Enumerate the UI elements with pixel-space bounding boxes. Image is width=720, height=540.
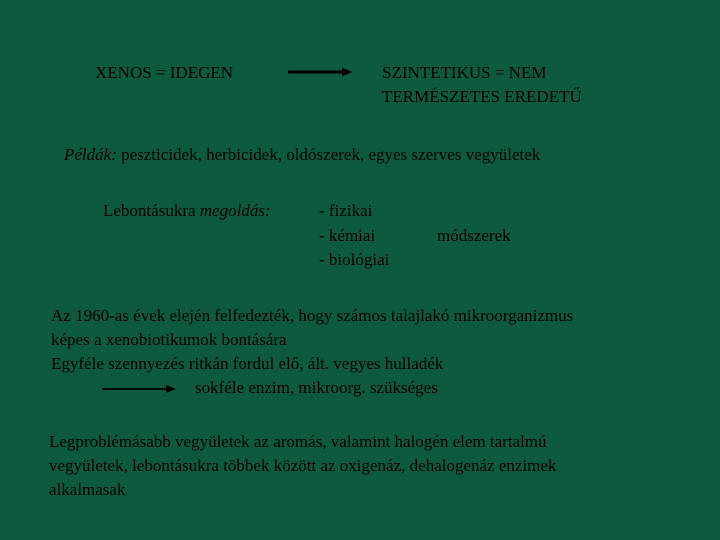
problematic-line3: alkalmasak bbox=[49, 480, 126, 499]
discovery-line4: sokféle enzim, mikroorg. szükséges bbox=[195, 378, 438, 397]
degradation-label bbox=[103, 199, 271, 223]
degradation-label-plain: Lebontásukra bbox=[103, 201, 200, 220]
method-chemical: - kémiai bbox=[319, 226, 376, 245]
discovery-line1: Az 1960-as évek elején felfedezték, hogy számos talajlakó mikroorganizmus bbox=[51, 306, 574, 325]
examples-text: peszticidek, herbicidek, oldószerek, egyes szerves vegyületek bbox=[116, 145, 541, 164]
discovery-line2: képes a xenobiotikumok bontására bbox=[51, 330, 287, 349]
methods-word: módszerek bbox=[437, 226, 511, 245]
examples-label: Példák: bbox=[64, 145, 117, 164]
xenos-definition: XENOS = IDEGEN bbox=[95, 63, 234, 82]
synthetic-definition-line1: SZINTETIKUS = NEM bbox=[382, 63, 547, 82]
problematic-line2: vegyületek, lebontásukra többek között az oxigenáz, dehalogenáz enzimek bbox=[49, 456, 557, 475]
arrow-right-icon bbox=[102, 383, 176, 395]
degradation-label-italic: megoldás: bbox=[199, 201, 271, 220]
arrow-right-icon bbox=[288, 66, 352, 78]
examples-line bbox=[64, 143, 540, 167]
problematic-line1: Legproblémásabb vegyületek az aromás, valamint halogén elem tartalmú bbox=[49, 432, 547, 451]
synthetic-definition-line2: TERMÉSZETES EREDETŰ bbox=[382, 87, 582, 106]
discovery-line3: Egyféle szennyezés ritkán fordul elő, ált. vegyes hulladék bbox=[51, 354, 444, 373]
method-biological: - biológiai bbox=[319, 250, 390, 269]
method-physical: - fizikai bbox=[319, 201, 373, 220]
